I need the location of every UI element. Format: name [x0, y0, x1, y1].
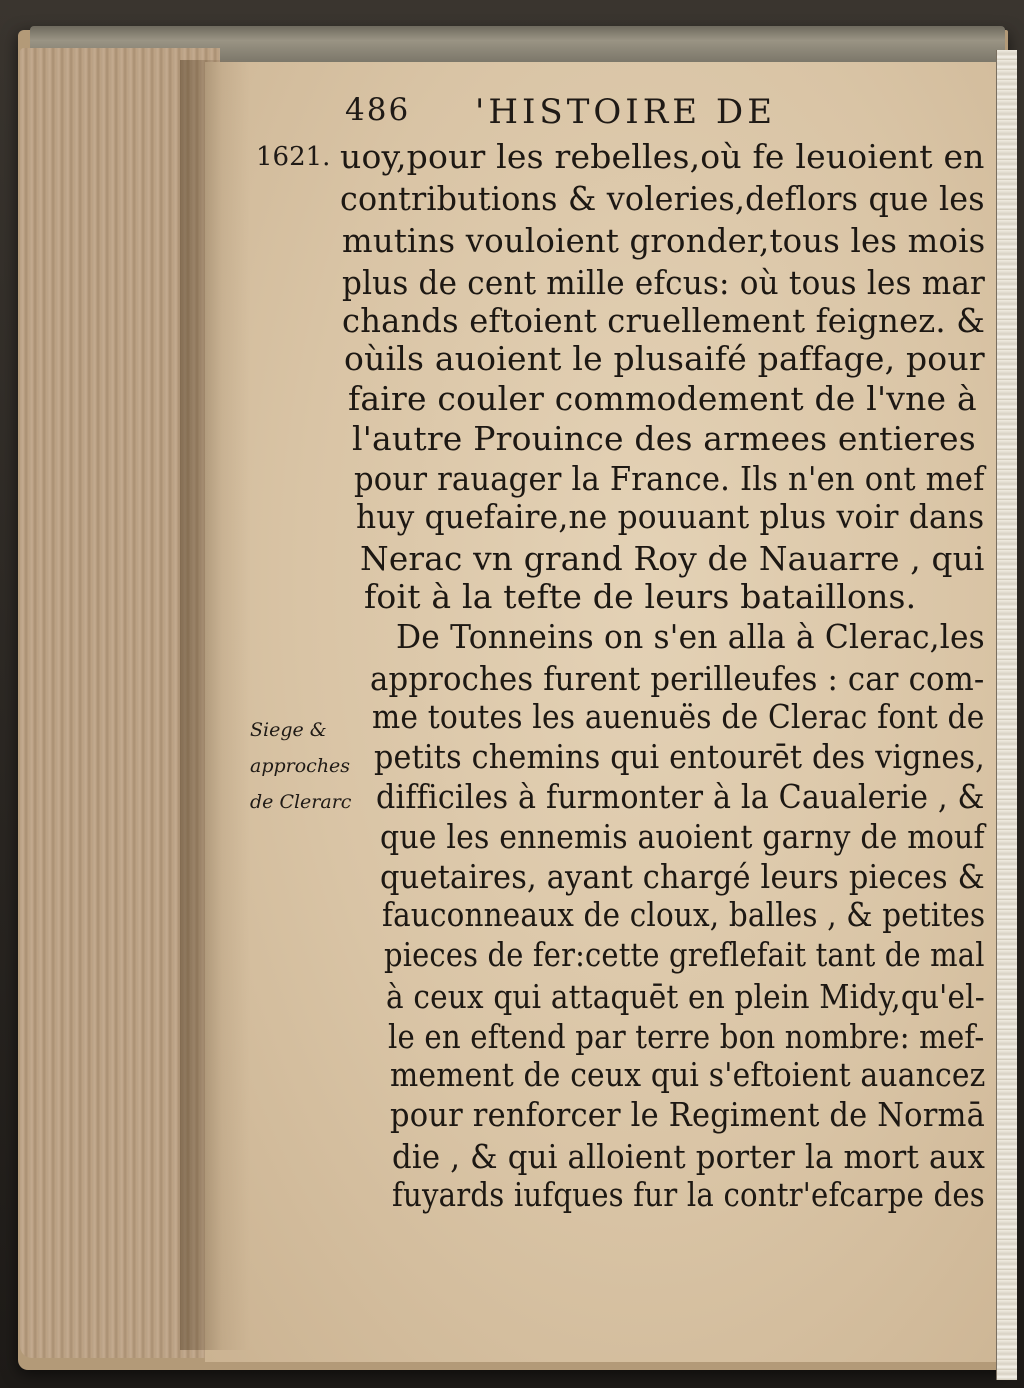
text-line: petits chemins qui entourēt des vignes, — [374, 737, 985, 776]
page-gutter-shadow — [180, 60, 250, 1350]
text-line: l'autre Prouince des armees entieres — [352, 419, 976, 458]
page-number: 486 — [345, 92, 411, 128]
text-line: foit à la tefte de leurs bataillons. — [364, 577, 917, 616]
text-line: quetaires, ayant chargé leurs pieces & — [380, 857, 985, 896]
text-line: approches furent perilleufes : car com- — [370, 659, 985, 698]
text-line: plus de cent mille efcus: où tous les mar — [342, 263, 986, 302]
text-line: oùils auoient le plusaifé paffage, pour — [344, 339, 985, 378]
text-line: que les ennemis auoient garny de mouf — [380, 817, 985, 856]
running-title: 'HISTOIRE DE — [475, 92, 777, 132]
text-line: uoy,pour les rebelles,où fe leuoient en — [340, 137, 985, 176]
text-line: contributions & voleries,deflors que les — [340, 179, 985, 218]
text-line: fuyards iufques fur la contr'efcarpe des — [392, 1175, 985, 1214]
text-line: pour rauager la France. Ils n'en ont mef — [354, 459, 985, 498]
text-line: chands eftoient cruellement feignez. & — [342, 301, 986, 340]
text-line: difficiles à furmonter à la Caualerie , & — [376, 777, 985, 816]
text-line: huy quefaire,ne pouuant plus voir dans — [356, 497, 985, 536]
text-line: mement de ceux qui s'eftoient auancez — [390, 1055, 986, 1094]
text-line: pieces de fer:cette greflefait tant de mal — [384, 935, 985, 974]
margin-note-line: de Clerarc — [250, 791, 352, 813]
margin-year: 1621. — [256, 142, 331, 172]
margin-note-line: Siege & — [250, 719, 327, 741]
text-line: mutins vouloient gronder,tous les mois — [342, 221, 986, 260]
page-fore-edge — [996, 50, 1017, 1380]
text-line: die , & qui alloient porter la mort aux — [392, 1137, 986, 1176]
text-line: Nerac vn grand Roy de Nauarre , qui — [360, 539, 985, 578]
margin-note — [250, 712, 372, 820]
text-line: faire couler commodement de l'vne à — [348, 379, 977, 418]
text-line: à ceux qui attaquēt en plein Midy,qu'el- — [386, 977, 985, 1016]
text-line: De Tonneins on s'en alla à Clerac,les — [396, 617, 985, 656]
text-line: fauconneaux de cloux, balles , & petites — [382, 895, 986, 934]
text-line: pour renforcer le Regiment de Normā — [390, 1095, 986, 1134]
text-line: me toutes les auenuës de Clerac font de — [372, 697, 985, 736]
margin-note-line: approches — [250, 755, 351, 777]
text-line: le en eftend par terre bon nombre: mef- — [388, 1017, 985, 1056]
page-header — [345, 92, 845, 136]
